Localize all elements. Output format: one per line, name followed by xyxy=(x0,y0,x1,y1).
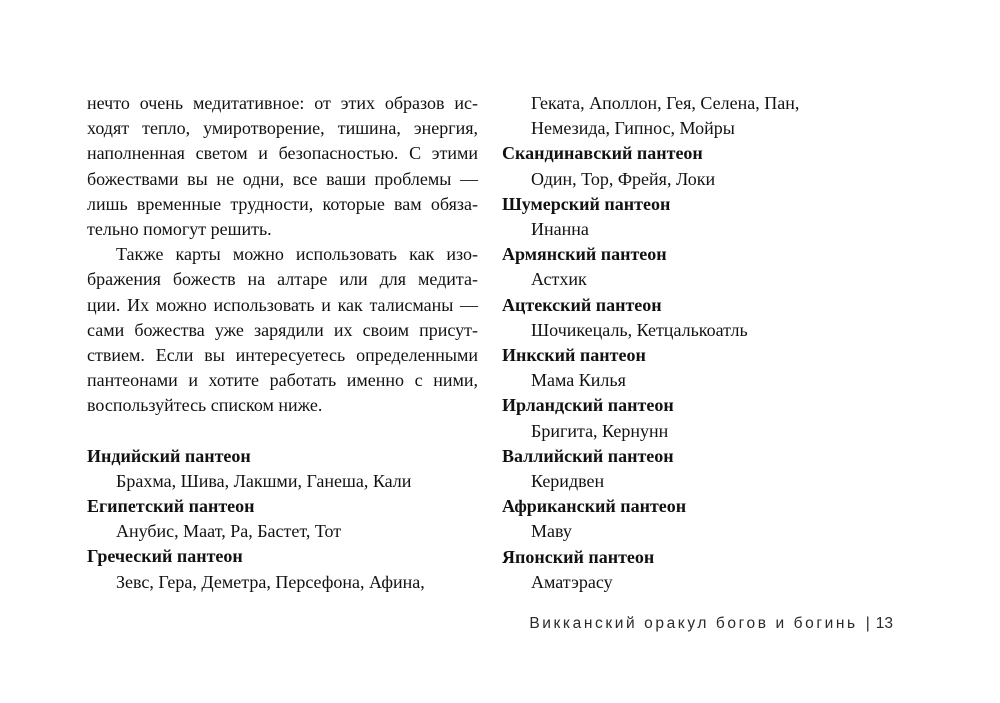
pantheon-gods: Астхик xyxy=(531,269,587,290)
pantheon-gods: Аматэрасу xyxy=(531,571,613,592)
text-line: пантеонами и хотите работать именно с ними, xyxy=(87,370,478,391)
pantheon-heading: Инкский пантеон xyxy=(502,345,646,366)
pantheon-heading: Египетский пантеон xyxy=(87,496,255,517)
right-column xyxy=(502,91,902,595)
page-number: 13 xyxy=(875,615,893,632)
pantheon-gods: Один, Тор, Фрейя, Локи xyxy=(531,168,716,189)
pantheon-gods: Брахма, Шива, Лакшми, Ганеша, Кали xyxy=(116,470,412,491)
pantheon-gods: Мама Килья xyxy=(531,370,626,391)
text-line: наполненная светом и безопасностью. С этими xyxy=(87,143,478,164)
blank-line xyxy=(87,419,478,444)
text-line: сами божества уже зарядили их своим присут- xyxy=(87,319,478,340)
text-line: воспользуйтесь списком ниже. xyxy=(87,395,323,416)
pantheon-heading: Греческий пантеон xyxy=(87,546,243,567)
left-column xyxy=(87,91,478,595)
text-line: ции. Их можно использовать и как талисманы — xyxy=(87,294,478,315)
pantheon-heading: Ацтекский пантеон xyxy=(502,294,662,315)
pantheon-heading: Скандинавский пантеон xyxy=(502,143,703,164)
pantheon-heading: Ирландский пантеон xyxy=(502,395,674,416)
paragraph-2 xyxy=(87,242,478,418)
pantheon-gods: Анубис, Маат, Ра, Бастет, Тот xyxy=(116,521,342,542)
pantheon-gods: Инанна xyxy=(531,219,589,240)
pantheon-heading: Японский пантеон xyxy=(502,546,655,567)
pantheon-heading: Индийский пантеон xyxy=(87,445,251,466)
text-line: Также карты можно использовать как изо- xyxy=(116,244,478,265)
paragraph-1 xyxy=(87,91,478,242)
pantheon-heading: Африканский пантеон xyxy=(502,496,687,517)
footer-divider: | xyxy=(865,615,870,632)
running-footer xyxy=(0,615,893,633)
pantheon-gods: Бригита, Кернунн xyxy=(531,420,669,441)
pantheon-gods-continued: Немезида, Гипнос, Мойры xyxy=(531,118,735,139)
pantheon-heading: Валлийский пантеон xyxy=(502,445,674,466)
pantheon-heading: Шумерский пантеон xyxy=(502,193,671,214)
text-line: бражения божеств на алтаре или для медита- xyxy=(87,269,478,290)
pantheon-gods: Шочикецаль, Кетцалькоатль xyxy=(531,319,748,340)
text-line: ходят тепло, умиротворение, тишина, энергия, xyxy=(87,118,478,139)
text-line: тельно помогут решить. xyxy=(87,219,272,240)
text-line: ствием. Если вы интересуетесь определенными xyxy=(87,345,478,366)
text-line: лишь временные трудности, которые вам обяза- xyxy=(87,193,478,214)
book-title: Викканский оракул богов и богинь xyxy=(529,615,858,632)
pantheon-gods-continued: Геката, Аполлон, Гея, Селена, Пан, xyxy=(531,93,800,113)
text-line: нечто очень медитативное: от этих образов ис- xyxy=(87,93,478,113)
pantheon-gods: Керидвен xyxy=(531,471,605,492)
pantheon-heading: Армянский пантеон xyxy=(502,244,667,265)
pantheon-list-left xyxy=(87,444,478,595)
pantheon-gods: Маву xyxy=(531,521,572,542)
text-line: божествами вы не одни, все ваши проблемы — xyxy=(87,168,478,189)
pantheon-gods: Зевс, Гера, Деметра, Персефона, Афина, xyxy=(116,571,425,592)
